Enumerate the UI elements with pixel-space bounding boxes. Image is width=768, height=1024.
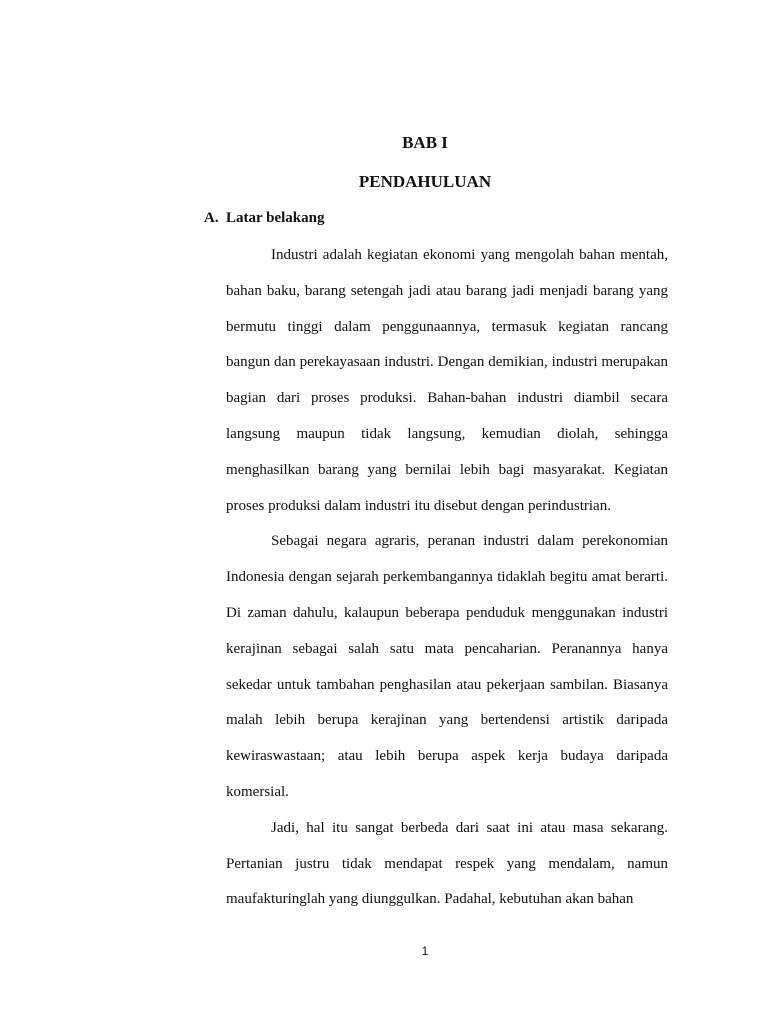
chapter-label: BAB I: [402, 133, 448, 152]
paragraph: Industri adalah kegiatan ekonomi yang mengolah bahan mentah, bahan baku, barang setengah jadi atau barang jadi menjadi barang yang bermutu tinggi dalam penggunaannya, termasuk kegiatan rancang bangun dan perekayasaan industri. Dengan demikian, industri merupakan bagian dari proses produksi. Bahan-bahan industri diambil secara langsung maupun tidak langsung, kemudian diolah, sehingga menghasilkan barang yang bernilai lebih bagi masyarakat. Kegiatan proses produksi dalam industri itu disebut dengan perindustrian.: [226, 247, 668, 514]
chapter-title: PENDAHULUAN: [358, 172, 492, 191]
section-heading: [204, 208, 325, 228]
section-title: Latar belakang: [226, 210, 325, 226]
paragraph: Sebagai negara agraris, peranan industri dalam perekonomian Indonesia dengan sejarah perkembangannya tidaklah begitu amat berarti. Di zaman dahulu, kalaupun beberapa penduduk menggunakan industri kerajinan sebagai salah satu mata pencaharian. Peranannya hanya sekedar untuk tambahan penghasilan atau pekerjaan sambilan. Biasanya malah lebih berupa kerajinan yang bertendensi artistik daripada kewiraswastaan; atau lebih berupa aspek kerja budaya daripada komersial.: [226, 533, 668, 800]
body-text: [226, 238, 668, 918]
page-number: 1: [421, 944, 429, 958]
paragraph: Jadi, hal itu sangat berbeda dari saat ini atau masa sekarang. Pertanian justru tidak mendapat respek yang mendalam, namun maufakturinglah yang diunggulkan. Padahal, kebutuhan akan bahan: [226, 819, 668, 908]
section-marker: A.: [204, 210, 219, 226]
